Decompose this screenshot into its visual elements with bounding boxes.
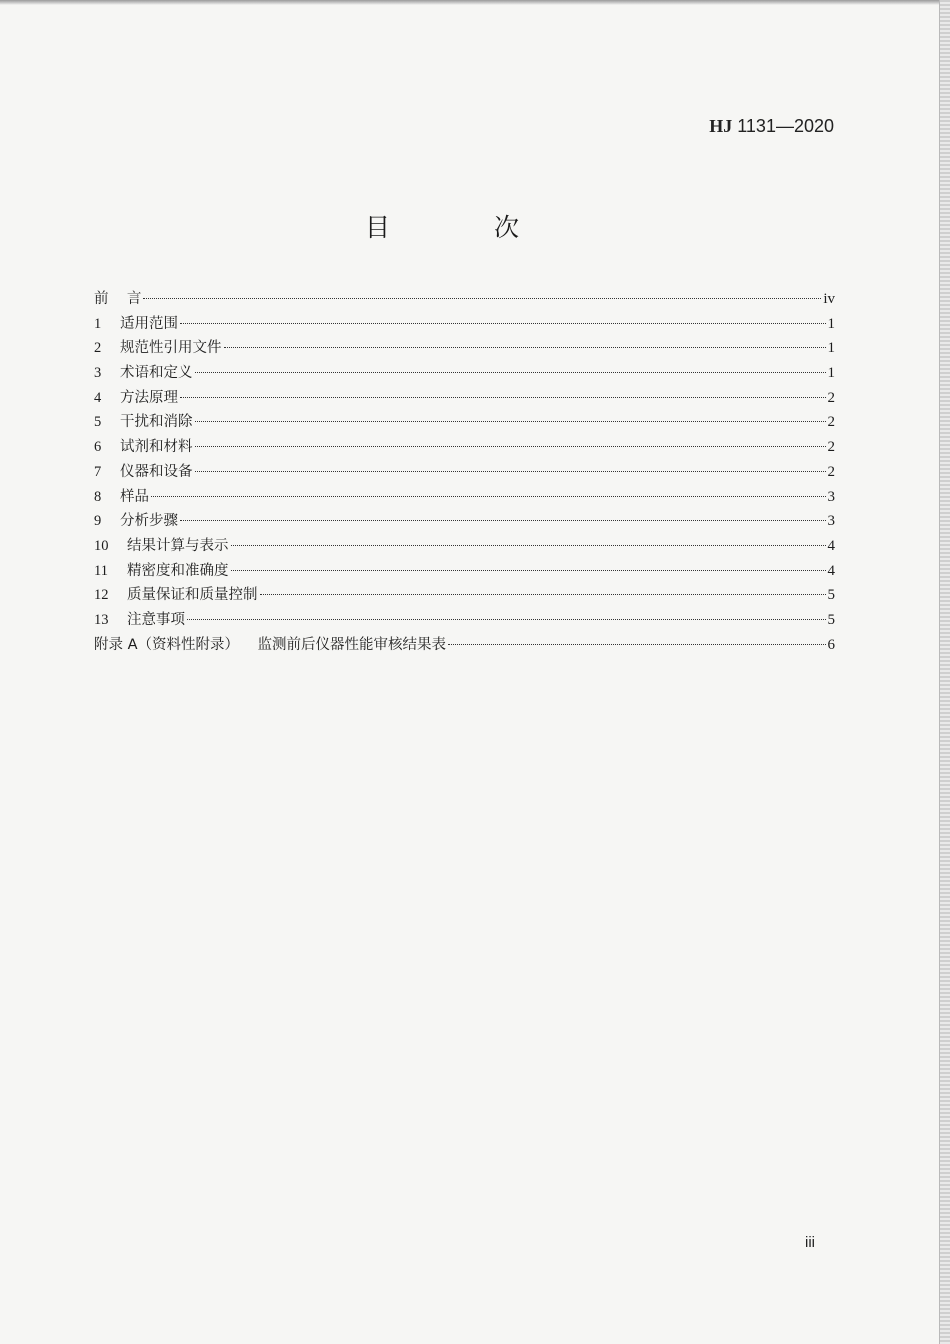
toc-entry-title: 质量保证和质量控制 (127, 587, 258, 604)
toc-title: 目 次 (365, 213, 567, 242)
toc-entry-label (94, 435, 193, 456)
toc-entry-label (94, 534, 229, 555)
toc-entry[interactable] (94, 361, 835, 386)
toc-entry-number: 8 (94, 488, 102, 505)
toc-entry-page: 2 (827, 414, 835, 431)
toc-entry-title: 方法原理 (120, 389, 178, 406)
toc-entry-page: 2 (827, 439, 835, 456)
toc-dot-leader (224, 347, 826, 348)
toc-entry-title: 前 言 (94, 291, 142, 307)
toc-entry-page: iv (823, 291, 835, 307)
scan-top-edge (0, 0, 950, 5)
toc-entry[interactable] (94, 485, 835, 510)
toc-entry-label (94, 608, 185, 629)
toc-entry-title: 仪器和设备 (120, 463, 193, 480)
toc-dot-leader (143, 298, 821, 299)
toc-entry-page: 6 (827, 636, 835, 653)
toc-entry-number: 3 (94, 365, 102, 382)
toc-entry-title: 样品 (120, 488, 149, 505)
toc-entry-title: 注意事项 (127, 611, 185, 628)
toc-entry[interactable] (94, 312, 835, 337)
toc-entry[interactable] (94, 633, 835, 658)
toc-dot-leader (260, 594, 826, 595)
toc-entry-title: 附录 A（资料性附录） 监测前后仪器性能审核结果表 (94, 636, 446, 653)
toc-entry[interactable] (94, 534, 835, 559)
toc-entry-label (94, 410, 193, 431)
toc-entry-page: 3 (827, 488, 835, 505)
standard-code-number: 1131—2020 (737, 116, 834, 136)
table-of-contents (94, 287, 835, 657)
toc-dot-leader (231, 545, 826, 546)
scan-right-edge (939, 0, 950, 1344)
toc-entry-label (94, 386, 178, 407)
toc-entry-number: 10 (94, 537, 109, 554)
toc-entry-number: 2 (94, 340, 102, 357)
toc-dot-leader (180, 520, 826, 521)
toc-entry[interactable] (94, 460, 835, 485)
toc-entry-page: 1 (827, 315, 835, 332)
toc-entry-title: 适用范围 (120, 315, 178, 332)
toc-entry-number: 4 (94, 389, 102, 406)
toc-entry-page: 4 (827, 562, 835, 579)
toc-entry-label (94, 509, 178, 530)
toc-dot-leader (231, 570, 826, 571)
toc-entry[interactable] (94, 608, 835, 633)
toc-entry-page: 2 (827, 463, 835, 480)
toc-dot-leader (187, 619, 826, 620)
toc-entry-label (94, 485, 149, 506)
toc-dot-leader (195, 471, 826, 472)
toc-dot-leader (180, 397, 826, 398)
page-number: iii (805, 1234, 815, 1251)
toc-entry-label (94, 361, 193, 382)
standard-code (709, 116, 834, 137)
toc-entry-title: 术语和定义 (120, 365, 193, 382)
toc-dot-leader (448, 644, 826, 645)
toc-entry-label (94, 460, 193, 481)
toc-entry-label (94, 312, 178, 333)
toc-entry-page: 5 (827, 611, 835, 628)
toc-entry-page: 1 (827, 365, 835, 382)
toc-entry-page: 1 (827, 340, 835, 357)
toc-entry[interactable] (94, 386, 835, 411)
toc-entry[interactable] (94, 336, 835, 361)
toc-entry-number: 6 (94, 439, 102, 456)
toc-entry-number: 13 (94, 611, 109, 628)
toc-entry-title: 试剂和材料 (120, 439, 193, 456)
toc-entry-number: 12 (94, 587, 109, 604)
toc-entry-number: 7 (94, 463, 102, 480)
toc-entry-number: 11 (94, 562, 108, 579)
toc-entry-number: 9 (94, 513, 102, 530)
toc-entry-title: 分析步骤 (120, 513, 178, 530)
standard-code-prefix: HJ (709, 116, 733, 136)
toc-entry-label (94, 336, 222, 357)
toc-dot-leader (195, 372, 826, 373)
toc-entry-number: 5 (94, 414, 102, 431)
toc-dot-leader (195, 446, 826, 447)
toc-entry-title: 结果计算与表示 (127, 537, 229, 554)
toc-entry-title: 干扰和消除 (120, 414, 193, 431)
toc-entry-label (94, 633, 446, 654)
toc-entry[interactable] (94, 287, 835, 312)
toc-entry[interactable] (94, 410, 835, 435)
toc-entry[interactable] (94, 509, 835, 534)
toc-entry[interactable] (94, 435, 835, 460)
toc-entry-page: 4 (827, 537, 835, 554)
toc-entry-title: 规范性引用文件 (120, 340, 222, 357)
toc-dot-leader (195, 421, 826, 422)
toc-entry-page: 2 (827, 389, 835, 406)
toc-entry-page: 3 (827, 513, 835, 530)
toc-dot-leader (180, 323, 826, 324)
toc-entry-page: 5 (827, 587, 835, 604)
toc-dot-leader (151, 496, 826, 497)
toc-entry[interactable] (94, 559, 835, 584)
toc-entry[interactable] (94, 583, 835, 608)
toc-entry-number: 1 (94, 315, 102, 332)
toc-entry-label (94, 559, 229, 580)
toc-entry-label (94, 583, 258, 604)
toc-entry-title: 精密度和准确度 (127, 562, 229, 579)
toc-entry-label (94, 287, 141, 308)
